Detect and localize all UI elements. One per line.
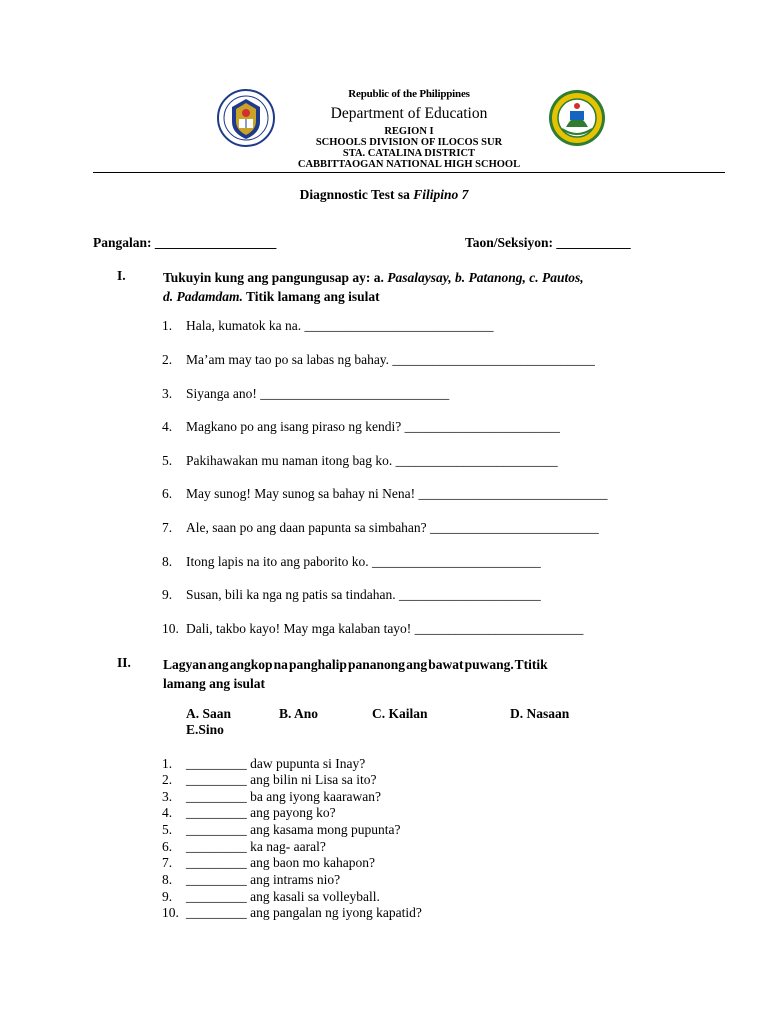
section-1-item[interactable] <box>162 318 493 334</box>
item-number: 1. <box>162 756 173 771</box>
section-2-number: II. <box>117 655 131 670</box>
test-title <box>0 187 768 203</box>
section-1-item[interactable] <box>162 453 558 469</box>
header-district: STA. CATALINA DISTRICT <box>342 148 476 159</box>
item-number: 9. <box>162 889 173 904</box>
item-text: _________ ang baon mo kahapon? <box>186 855 375 870</box>
choice-d: D. Nasaan <box>510 706 570 721</box>
section-2-instr-line-2: lamang ang isulat <box>163 676 266 691</box>
item-text: _________ daw pupunta si Inay? <box>186 756 366 771</box>
section-1-instr-b-italic: d. Padamdam. <box>163 289 243 304</box>
item-number: 6. <box>162 839 173 854</box>
section-2-item[interactable] <box>162 855 375 871</box>
header-region: REGION I <box>384 126 434 137</box>
item-text: _________ ang bilin ni Lisa sa ito? <box>186 772 377 787</box>
section-2-item[interactable] <box>162 805 336 821</box>
section-1-item[interactable] <box>162 587 541 603</box>
item-text: May sunog! May sunog sa bahay ni Nena! ____________________________ <box>186 486 608 501</box>
item-text: _________ ang intrams nio? <box>186 872 341 887</box>
item-text: Hala, kumatok ka na. ____________________________ <box>186 318 494 333</box>
section-1-instr-b: Titik lamang ang isulat <box>242 289 380 304</box>
section-2-item[interactable] <box>162 756 365 772</box>
section-1-instructions <box>163 268 663 306</box>
item-number: 9. <box>162 587 173 602</box>
section-1-item[interactable] <box>162 520 599 536</box>
item-number: 4. <box>162 805 173 820</box>
section-2-item[interactable] <box>162 889 380 905</box>
item-number: 8. <box>162 554 173 569</box>
header-republic: Republic of the Philippines <box>348 88 470 100</box>
name-field[interactable]: Pangalan: __________________ <box>93 235 277 250</box>
item-number: 3. <box>162 386 173 401</box>
item-number: 10. <box>162 905 179 920</box>
item-text: _________ ang kasali sa volleyball. <box>186 889 380 904</box>
section-2-item[interactable] <box>162 772 376 788</box>
section-1-item[interactable] <box>162 352 595 368</box>
section-1-item[interactable] <box>162 419 560 435</box>
item-text: Ale, saan po ang daan papunta sa simbahan? _________________________ <box>186 520 599 535</box>
year-section-field[interactable]: Taon/Seksiyon: ___________ <box>465 235 631 250</box>
choice-b: B. Ano <box>279 706 319 721</box>
choice-e: E.Sino <box>186 722 224 737</box>
item-number: 4. <box>162 419 173 434</box>
test-title-prefix: Diagnnostic Test sa <box>299 187 414 202</box>
section-1-number: I. <box>117 268 126 283</box>
section-2-instructions <box>163 655 683 693</box>
section-1-instr-a-italic: Pasalaysay, b. Patanong, c. Pautos, <box>387 270 584 285</box>
section-1-item[interactable] <box>162 621 583 637</box>
section-2-item[interactable] <box>162 872 340 888</box>
item-text: Pakihawakan mu naman itong bag ko. ________________________ <box>186 453 558 468</box>
section-1-item[interactable] <box>162 486 607 502</box>
section-2-item[interactable] <box>162 822 400 838</box>
header-school: CABBITTAOGAN NATIONAL HIGH SCHOOL <box>297 159 521 170</box>
item-text: Magkano po ang isang piraso ng kendi? _______________________ <box>186 419 560 434</box>
item-text: _________ ka nag- aaral? <box>186 839 326 854</box>
item-text: _________ ang kasama mong pupunta? <box>186 822 401 837</box>
item-number: 2. <box>162 772 173 787</box>
item-number: 2. <box>162 352 173 367</box>
item-text: Siyanga ano! ____________________________ <box>186 386 450 401</box>
item-number: 7. <box>162 855 173 870</box>
item-text: Dali, takbo kayo! May mga kalaban tayo! _________________________ <box>186 621 584 636</box>
test-title-subject: Filipino 7 <box>413 187 469 202</box>
item-number: 6. <box>162 486 173 501</box>
item-number: 7. <box>162 520 173 535</box>
item-number: 1. <box>162 318 173 333</box>
item-number: 10. <box>162 621 179 636</box>
section-2-item[interactable] <box>162 905 422 921</box>
header-divider <box>93 172 725 173</box>
section-2-instr-line-1: Lagyan ang angkop na panghalip pananong ang bawat puwang. Ttitik <box>163 657 548 672</box>
item-text: Itong lapis na ito ang paborito ko. _________________________ <box>186 554 541 569</box>
section-2-item[interactable] <box>162 789 381 805</box>
header-division: SCHOOLS DIVISION OF ILOCOS SUR <box>315 137 503 148</box>
section-1-instr-a: Tukuyin kung ang pangungusap ay: a. <box>163 270 388 285</box>
item-text: Susan, bili ka nga ng patis sa tindahan. _____________________ <box>186 587 541 602</box>
header-department: Department of Education <box>330 105 488 122</box>
item-number: 3. <box>162 789 173 804</box>
section-2-item[interactable] <box>162 839 326 855</box>
item-text: _________ ba ang iyong kaarawan? <box>186 789 381 804</box>
section-1-item[interactable] <box>162 554 541 570</box>
item-text: _________ ang pangalan ng iyong kapatid? <box>186 905 422 920</box>
item-number: 8. <box>162 872 173 887</box>
item-text: Ma’am may tao po sa labas ng bahay. ______________________________ <box>186 352 595 367</box>
item-number: 5. <box>162 453 173 468</box>
item-text: _________ ang payong ko? <box>186 805 336 820</box>
section-1-item[interactable] <box>162 386 449 402</box>
item-number: 5. <box>162 822 173 837</box>
choice-c: C. Kailan <box>372 706 428 721</box>
choice-a: A. Saan <box>186 706 232 721</box>
